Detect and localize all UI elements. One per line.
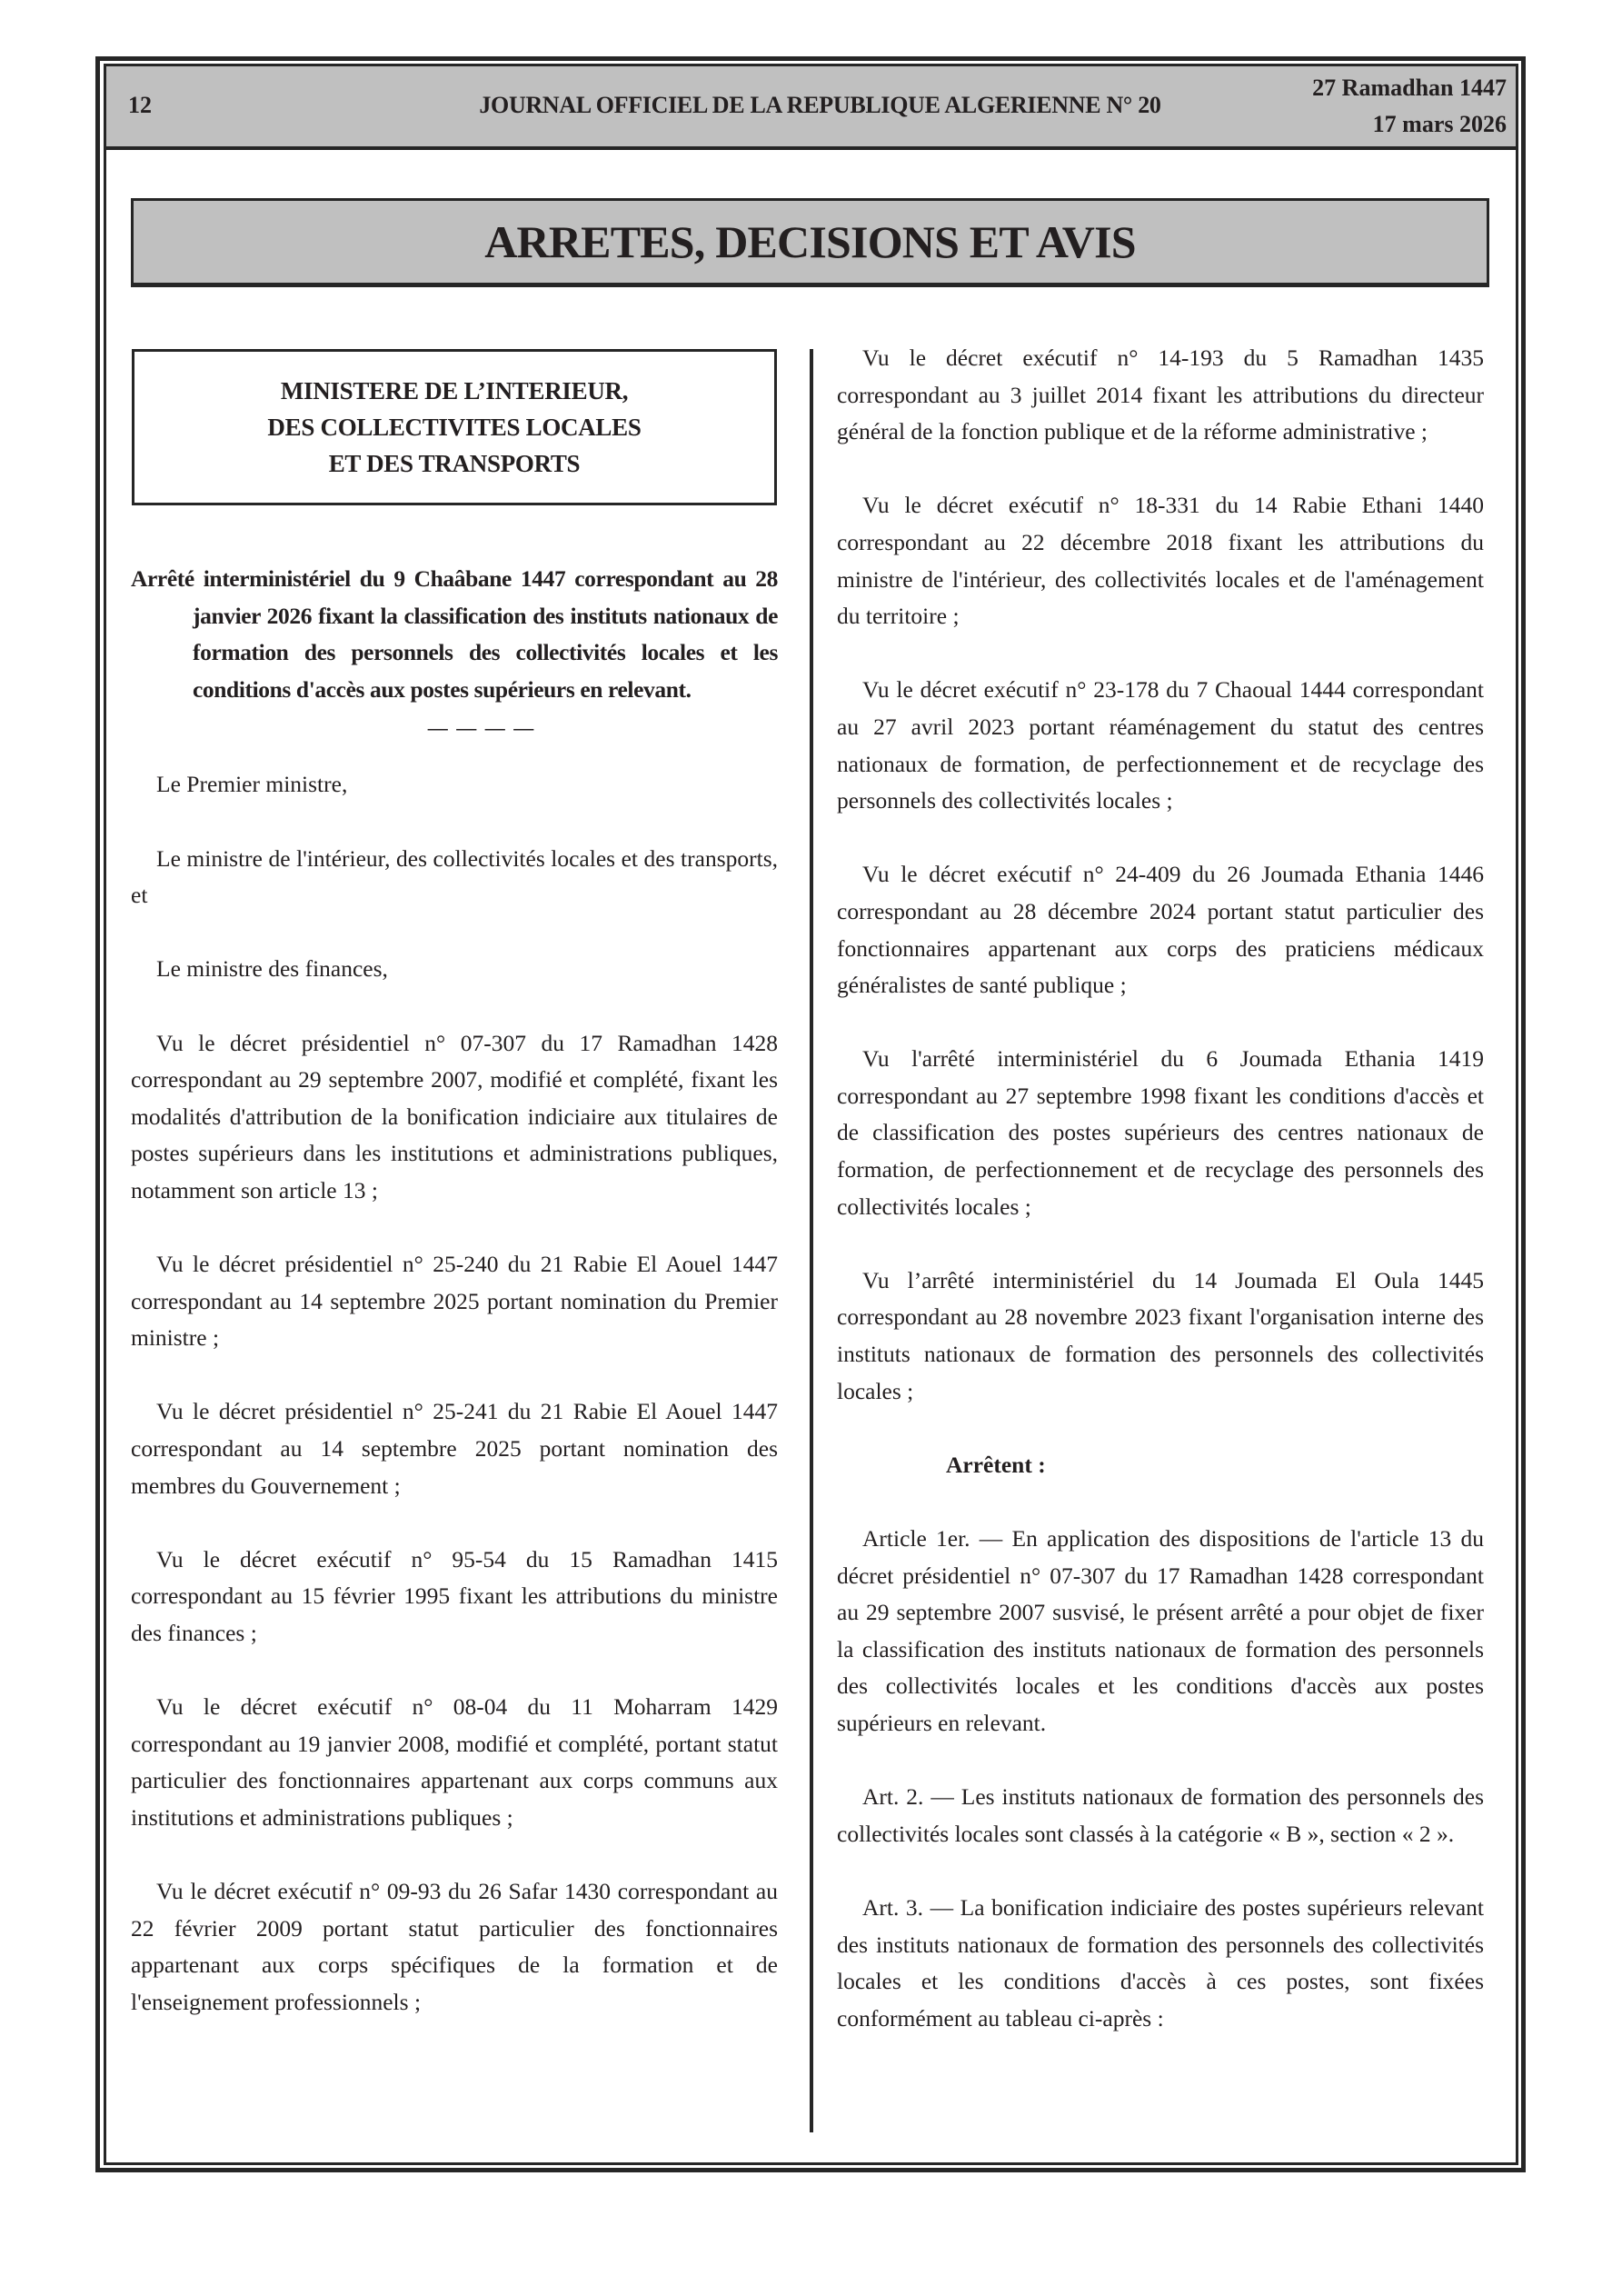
visa-paragraph: Vu le décret exécutif n° 09-93 du 26 Safar 1430 correspondant au 22 février 2009 portant statut particulier des fonctionnaires appartenant aux corps spécifiques de la formation et de l'enseignement professionnels ; bbox=[131, 1878, 778, 2015]
ministry-line: MINISTERE DE L’INTERIEUR, bbox=[280, 377, 629, 404]
journal-header bbox=[104, 64, 1518, 150]
ministry-line: DES COLLECTIVITES LOCALES bbox=[267, 414, 642, 441]
section-title: ARRETES, DECISIONS ET AVIS bbox=[484, 216, 1136, 267]
visa-paragraph: Vu le décret présidentiel n° 25-240 du 21 Rabie El Aouel 1447 correspondant au 14 septembre 2025 portant nomination du Premier ministre ; bbox=[131, 1251, 778, 1352]
visa-paragraph: Vu le décret exécutif n° 08-04 du 11 Moharram 1429 correspondant au 19 janvier 2008, modifié et complété, portant statut particulier des fonctionnaires appartenant aux corps communs aux institutions et administrations publiques ; bbox=[131, 1693, 778, 1831]
preamble-paragraph: Le Premier ministre, bbox=[156, 771, 348, 798]
title-separator: — — — — bbox=[427, 716, 536, 740]
journal-title: JOURNAL OFFICIEL DE LA REPUBLIQUE ALGERIENNE N° 20 bbox=[479, 92, 1161, 118]
visa-paragraph: Vu le décret exécutif n° 14-193 du 5 Ramadhan 1435 correspondant au 3 juillet 2014 fixant les attributions du directeur général de la fonction publique et de la réforme administrative ; bbox=[837, 344, 1484, 445]
visa-paragraph: Vu le décret présidentiel n° 25-241 du 21 Rabie El Aouel 1447 correspondant au 14 septembre 2025 portant nomination des membres du Gouvernement ; bbox=[131, 1398, 778, 1499]
visa-paragraph: Vu le décret exécutif n° 23-178 du 7 Chaoual 1444 correspondant au 27 avril 2023 portant réaménagement du statut des centres nationaux de formation, de perfectionnement et de recyclage des personnels des collectivités locales ; bbox=[837, 676, 1484, 814]
arretent-heading: Arrêtent : bbox=[946, 1451, 1046, 1478]
visa-paragraph: Vu l'arrêté interministériel du 6 Joumada Ethania 1419 correspondant au 27 septembre 1998 fixant les conditions d'accès et de classification des postes supérieurs des centres nationaux de formation, de perfectionnement et de recyclage des personnels des collectivités locales ; bbox=[837, 1045, 1484, 1220]
left-column bbox=[131, 561, 778, 2058]
preamble-paragraph: Le ministre des finances, bbox=[156, 955, 388, 983]
visa-paragraph: Vu le décret présidentiel n° 07-307 du 17 Ramadhan 1428 correspondant au 29 septembre 2007, modifié et complété, fixant les modalités d'attribution de la bonification indiciaire aux titulaires de postes supérieurs dans les institutions et administrations publiques, notamment son article 13 ; bbox=[131, 1029, 778, 1203]
visa-paragraph: Vu le décret exécutif n° 24-409 du 26 Joumada Ethania 1446 correspondant au 28 décembre 2024 portant statut particulier des fonctionnaires appartenant aux corps des praticiens médicaux généralistes de santé publique ; bbox=[837, 861, 1484, 999]
visa-paragraph: Vu l’arrêté interministériel du 14 Joumada El Oula 1445 correspondant au 28 novembre 2023 fixant l'organisation interne des instituts nationaux de formation des personnels des collectivités locales ; bbox=[837, 1266, 1484, 1404]
section-banner bbox=[131, 198, 1489, 287]
article-paragraph: Art. 2. — Les instituts nationaux de formation des personnels des collectivités locales sont classés à la catégorie « B », section « 2 ». bbox=[837, 1783, 1484, 1847]
ministry-line: ET DES TRANSPORTS bbox=[328, 450, 581, 477]
page-number: 12 bbox=[128, 92, 152, 118]
date-hijri: 27 Ramadhan 1447 bbox=[1312, 75, 1507, 101]
ministry-heading-box bbox=[132, 349, 777, 505]
right-column bbox=[837, 340, 1484, 2074]
visa-paragraph: Vu le décret exécutif n° 18-331 du 14 Rabie Ethani 1440 correspondant au 22 décembre 2018 fixant les attributions du ministre de l'intérieur, des collectivités locales et de l'aménagement du territoire ; bbox=[837, 492, 1484, 630]
column-divider bbox=[810, 349, 813, 2132]
decree-title: Arrêté interministériel du 9 Chaâbane 1447 correspondant au 28 janvier 2026 fixant la classification des instituts nationaux de formation des personnels des collectivités locales et les conditions d'accès aux postes supérieurs en relevant. bbox=[131, 565, 778, 703]
issue-date bbox=[1312, 70, 1507, 143]
date-gregorian: 17 mars 2026 bbox=[1372, 111, 1507, 137]
article-paragraph: Article 1er. — En application des dispositions de l'article 13 du décret présidentiel n° 07-307 du 17 Ramadhan 1428 correspondant au 29 septembre 2007 susvisé, le présent arrêté a pour objet de fixer la classification des instituts nationaux de formation des personnels des collectivités locales et les conditions d'accès aux postes supérieurs en relevant. bbox=[837, 1525, 1484, 1736]
article-paragraph: Art. 3. — La bonification indiciaire des postes supérieurs relevant des instituts nationaux de formation des personnels des collectivités locales et les conditions d'accès à ces postes, sont fixées conformément au tableau ci-après : bbox=[837, 1893, 1484, 2031]
preamble-paragraph: Le ministre de l'intérieur, des collectivités locales et des transports, et bbox=[131, 844, 778, 909]
visa-paragraph: Vu le décret exécutif n° 95-54 du 15 Ramadhan 1415 correspondant au 15 février 1995 fixant les attributions du ministre des finances ; bbox=[131, 1545, 778, 1647]
